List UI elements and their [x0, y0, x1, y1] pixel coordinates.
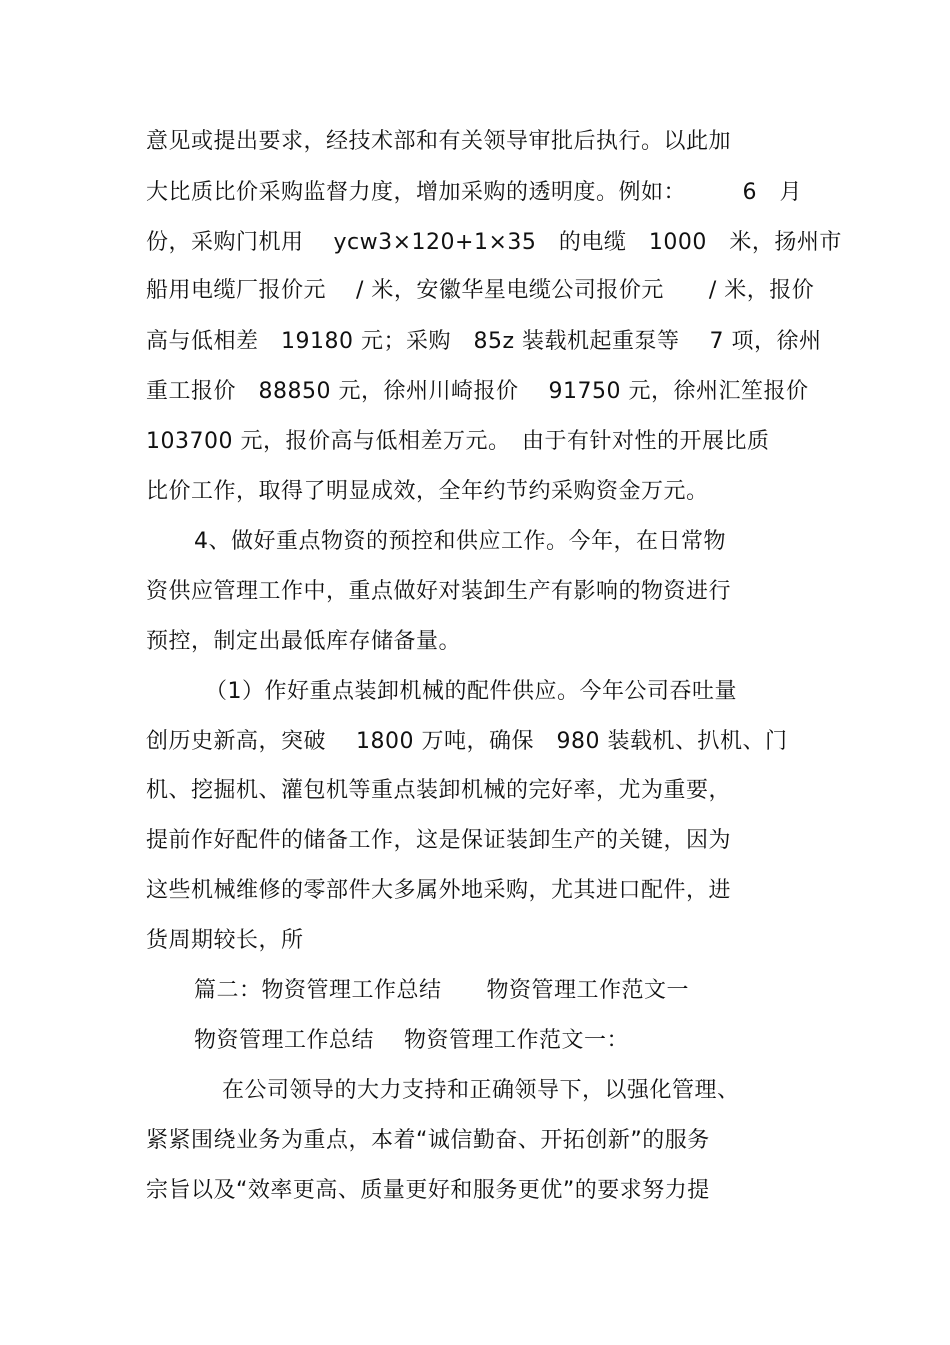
body-line-15: 提前作好配件的储备工作，这是保证装卸生产的关键，因为	[146, 828, 732, 853]
body-line-6: 重工报价 88850 元，徐州川崎报价 91750 元，徐州汇笙报价	[146, 379, 809, 404]
body-line-1: 意见或提出要求，经技术部和有关领导审批后执行。以此加	[146, 129, 732, 154]
body-line-20: 在公司领导的大力支持和正确领导下，以强化管理、	[222, 1078, 740, 1103]
body-line-22: 宗旨以及“效率更高、质量更好和服务更优”的要求努力提	[146, 1178, 710, 1203]
body-line-8: 比价工作，取得了明显成效，全年约节约采购资金万元。	[146, 479, 709, 504]
subsection-1-heading: （1）作好重点装卸机械的配件供应。今年公司吞吐量	[205, 679, 737, 704]
body-line-4: 船用电缆厂报价元 / 米，安徽华星电缆公司报价元 / 米，报价	[146, 278, 815, 303]
body-line-13: 创历史新高，突破 1800 万吨，确保 980 装载机、扒机、门	[146, 729, 788, 754]
body-line-7: 103700 元，报价高与低相差万元。 由于有针对性的开展比质	[146, 429, 770, 454]
body-line-2: 大比质比价采购监督力度，增加采购的透明度。例如： 6 月	[146, 180, 802, 205]
section-4-heading: 4、做好重点物资的预控和供应工作。今年，在日常物	[194, 529, 726, 554]
chapter-two-subtitle: 物资管理工作总结 物资管理工作范文一：	[194, 1028, 629, 1053]
chapter-two-title: 篇二：物资管理工作总结 物资管理工作范文一	[194, 978, 690, 1003]
body-line-5: 高与低相差 19180 元；采购 85z 装载机起重泵等 7 项，徐州	[146, 329, 822, 354]
body-line-17: 货周期较长，所	[146, 928, 304, 953]
body-line-11: 预控，制定出最低库存储备量。	[146, 629, 462, 654]
body-line-21: 紧紧围绕业务为重点，本着“诚信勤奋、开拓创新”的服务	[146, 1128, 710, 1153]
body-line-16: 这些机械维修的零部件大多属外地采购，尤其进口配件，进	[146, 878, 732, 903]
body-line-3: 份，采购门机用 ycw3×120+1×35 的电缆 1000 米，扬州市	[146, 230, 842, 255]
body-line-14: 机、挖掘机、灌包机等重点装卸机械的完好率，尤为重要，	[146, 778, 732, 803]
body-line-10: 资供应管理工作中，重点做好对装卸生产有影响的物资进行	[146, 579, 732, 604]
